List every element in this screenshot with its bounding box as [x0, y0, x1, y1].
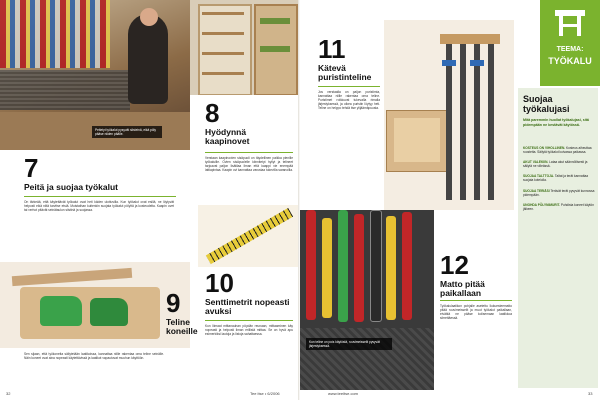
section-number: 7 [24, 153, 39, 183]
section-title: Hyödynnä kaapinovet [205, 127, 250, 146]
page-number-right: 33 [588, 391, 593, 396]
section-body: Kun liimaat mittanauhan pöydän reunaan, mittaaminen käy nopeasti ja helposti ilman erillistä mittaa. Se on hyvä apu esimerkiksi lautoja ja listoja sahattaessa. [205, 324, 293, 337]
list-item [523, 189, 595, 197]
section-body: Työkalulaatikon pohjalle asetettu liukuesteematto pitää ruuvimeisselit ja muut työkalut paikallaan, eivätkä ne pääse kolisemaan laatikkoa siirrettäessä. [440, 304, 512, 321]
website-url: www.teeitse.com [328, 391, 359, 396]
section-body: Sen sijaan, että työkoneita säilytetään laatikoissa, kannattaa niille rakentaa oma teline seinälle. Näin koneet ovat aina nopeasti käytettävissä ja laatikot vapautuvat muuhun käyttöön. [24, 352, 164, 361]
page-number-left: 32 [6, 391, 11, 396]
list-item-text: Terävät terät pysyvät kunnossa pidempään. [523, 188, 595, 197]
list-item-text: Lataa akut säännöllisesti ja säilytä ne viileässä. [523, 160, 588, 169]
section-number: 9 [166, 288, 181, 318]
section-body: Verstaan kaapinovien sisäpuoli on täydellinen paikka pienille työkaluille. Ovien sisäpuolelle kiinnitetyt hyllyt ja telineet tarjoavat paljon lisätilaa ilman että kaappi vie enempää lattiapintaa. Kaapin ovi kannattaa varustaa tukevilla saranoilla. [205, 156, 293, 173]
tips-sidebar [518, 88, 598, 388]
screwdriver-photo [300, 210, 434, 390]
badge-line-2: TYÖKALU [548, 56, 592, 66]
tape-measure-photo [198, 205, 298, 267]
sidebar-title: Suojaa työkalujasi [523, 94, 570, 114]
list-item-text: Taltat ja terät kannattaa suojata kotelolla. [523, 174, 589, 183]
list-item [523, 203, 595, 211]
section-title: Teline koneille [166, 317, 198, 336]
list-item [523, 146, 595, 154]
section-number: 12 [440, 250, 469, 280]
section-title: Kätevä puristinteline [318, 63, 372, 82]
list-item-lead: UNOHDA PÖLYNIMURIT. [523, 202, 560, 207]
list-item-lead: SUOJAA TERIÄSI [523, 188, 550, 193]
list-item-lead: KOSTEUS ON VIHOLLINEN. [523, 146, 566, 150]
list-item-lead: AKUT VALEKIIN. [523, 160, 549, 165]
magazine-issue: Tee itse • 6/2006 [250, 391, 280, 396]
section-divider [24, 196, 176, 197]
section-number: 10 [205, 268, 234, 298]
list-item-text: Puhdista koneet käytön jälkeen. [523, 202, 594, 211]
section-body: On tärkeää, että käytettävät työkalut ovat heti käden ulottuvilla. Kun työkalut ovat esillä, ne löytyvät helposti eikä niitä tarvitse etsiä. Muistathan kuitenkin suojata työkalut pölyltä ja kosteudelta. Kaapin ovet tai verhot pitävät seinätaulun siistinä ja suojassa. [24, 200, 174, 213]
workbench-icon [553, 6, 587, 38]
photo-caption: Kun teline on pois käytöstä, ruuvimeisselit pysyvät järjestyksessä. [306, 338, 392, 350]
section-divider [205, 320, 293, 321]
badge-line-1: TEEMA: [556, 46, 584, 53]
section-title: Peitä ja suojaa työkalut [24, 182, 119, 192]
list-item [523, 174, 595, 182]
sidebar-intro: Mitä paremmin huollat työkalujasi, sitä pidempään ne kestävät käytössä. [523, 118, 589, 127]
section-title: Senttimetrit nopeasti avuksi [205, 297, 290, 316]
list-item [523, 160, 595, 168]
clamp-rack-photo [384, 20, 514, 210]
sidebar-list [523, 146, 595, 217]
section-body: Jos verstaalla on paljon puristimia, kannattaa niille rakentaa oma teline. Puristimet roikkuvat tukevalla rimalla järjestyksessä, ja oikea puristin löytyy heti. Teline on helppo tehdä itse ylijäämäpuusta. [318, 90, 380, 111]
cabinet-photo [190, 0, 298, 95]
theme-badge [540, 0, 600, 86]
section-number: 8 [205, 98, 220, 128]
list-item-text: Kosteus aiheuttaa ruostetta. Säilytä työkalut kuivassa paikassa. [523, 146, 592, 155]
photo-caption: Peitetyt työkalut pysyvät siisteinä, eikä pöly pääse niiden päälle. [92, 126, 162, 138]
section-number: 11 [318, 34, 346, 64]
section-divider [440, 300, 512, 301]
section-divider [318, 86, 380, 87]
section-divider [205, 152, 293, 153]
list-item-lead: SUOJAA TALTTOJA. [523, 174, 555, 179]
section-title: Matto pitää paikallaan [440, 279, 485, 298]
